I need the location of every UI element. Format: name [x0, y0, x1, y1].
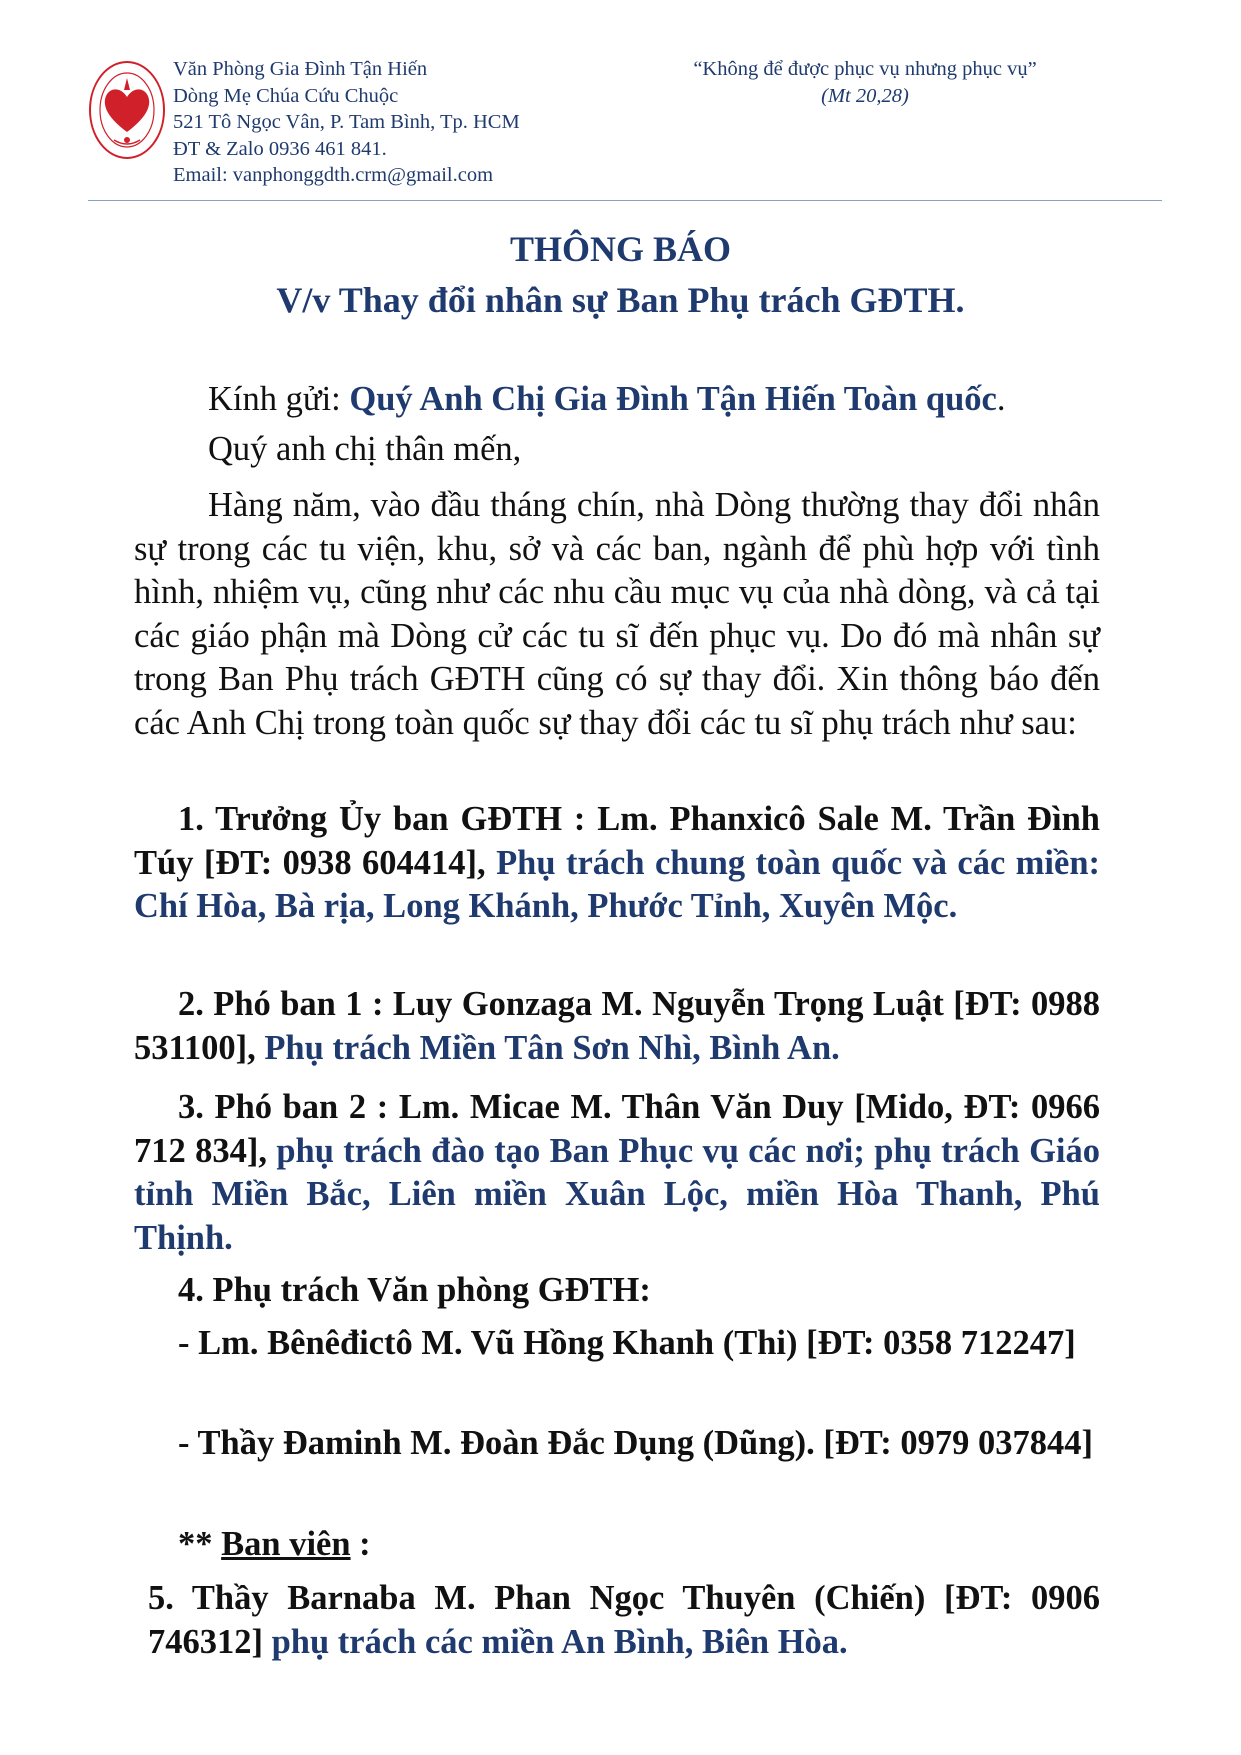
organization-logo: [88, 60, 166, 160]
greeting: Quý anh chị thân mến,: [208, 430, 522, 468]
item-duty: Phụ trách chung toàn quốc và các miền: Chí Hòa, Bà rịa, Long Khánh, Phước Tỉnh, Xuyên Mộc.: [134, 843, 1100, 925]
list-item: [134, 798, 1100, 929]
org-phone: ĐT & Zalo 0936 461 841.: [173, 137, 387, 160]
org-email: Email: vanphonggdth.crm@gmail.com: [173, 164, 494, 186]
item-duty: phụ trách đào tạo Ban Phục vụ các nơi; phụ trách Giáo tỉnh Miền Bắc, Liên miền Xuân Lộc, miền Hòa Thanh, Phú Thịnh.: [134, 1131, 1100, 1257]
intro-paragraph: Hàng năm, vào đầu tháng chín, nhà Dòng thường thay đổi nhân sự trong các tu viện, khu, sở và các ban, ngành để phù hợp với tình hình, nhiệm vụ, cũng như các nhu cầu mục vụ của nhà dòng, và cả tại các giáo phận mà Dòng cử các tu sĩ đến phục vụ. Do đó mà nhân sự trong Ban Phụ trách GĐTH cũng có sự thay đổi. Xin thông báo đến các Anh Chị trong toàn quốc sự thay đổi các tu sĩ phụ trách như sau:: [134, 486, 1100, 742]
salutation-recipient: Quý Anh Chị Gia Đình Tận Hiến Toàn quốc: [349, 380, 997, 418]
salutation-prefix: Kính gửi:: [208, 380, 350, 418]
document-subject: V/v Thay đổi nhân sự Ban Phụ trách GĐTH.: [276, 280, 965, 320]
list-item: [134, 1086, 1100, 1260]
list-item: [148, 1577, 1100, 1664]
members-section-heading: [134, 1523, 1100, 1567]
motto-reference: (Mt 20,28): [821, 85, 909, 107]
members-label: Ban viên: [221, 1525, 351, 1563]
org-congregation: Dòng Mẹ Chúa Cứu Chuộc: [173, 84, 399, 107]
members-prefix: **: [178, 1525, 222, 1563]
document-title: THÔNG BÁO: [509, 229, 732, 269]
salutation: [208, 378, 1108, 422]
org-name: Văn Phòng Gia Đình Tận Hiến: [173, 58, 428, 80]
item-duty: phụ trách các miền An Bình, Biên Hòa.: [271, 1622, 848, 1661]
organization-info: [173, 56, 520, 189]
item-person: 3. Phó ban 2 : Lm. Micae M. Thân Văn Duy [Mido, ĐT: 0966 712 834],: [134, 1088, 1100, 1170]
list-item: [134, 983, 1100, 1070]
motto-quote: [640, 56, 1090, 110]
item-person: 5. Thầy Barnaba M. Phan Ngọc Thuyên (Chiến) [ĐT: 0906 746312]: [148, 1579, 1100, 1661]
salutation-suffix: .: [996, 380, 1006, 418]
office-heading: 4. Phụ trách Văn phòng GĐTH:: [178, 1271, 651, 1309]
motto-text: “Không để được phục vụ nhưng phục vụ”: [693, 58, 1037, 80]
office-member: - Thầy Đaminh M. Đoàn Đắc Dụng (Dũng). [ĐT: 0979 037844]: [178, 1424, 1093, 1462]
item-person: 2. Phó ban 1 : Luy Gonzaga M. Nguyễn Trọng Luật [ĐT: 0988 531100],: [134, 985, 1100, 1067]
office-member: - Lm. Bênêđictô M. Vũ Hồng Khanh (Thi) [ĐT: 0358 712247]: [178, 1324, 1076, 1362]
members-suffix: :: [350, 1525, 371, 1563]
item-person: 1. Trưởng Ủy ban GĐTH : Lm. Phanxicô Sale M. Trần Đình Túy [ĐT: 0938 604414],: [134, 800, 1100, 882]
item-duty: Phụ trách Miền Tân Sơn Nhì, Bình An.: [264, 1028, 840, 1067]
header-divider: [88, 200, 1162, 201]
org-address: 521 Tô Ngọc Vân, P. Tam Bình, Tp. HCM: [173, 111, 520, 133]
